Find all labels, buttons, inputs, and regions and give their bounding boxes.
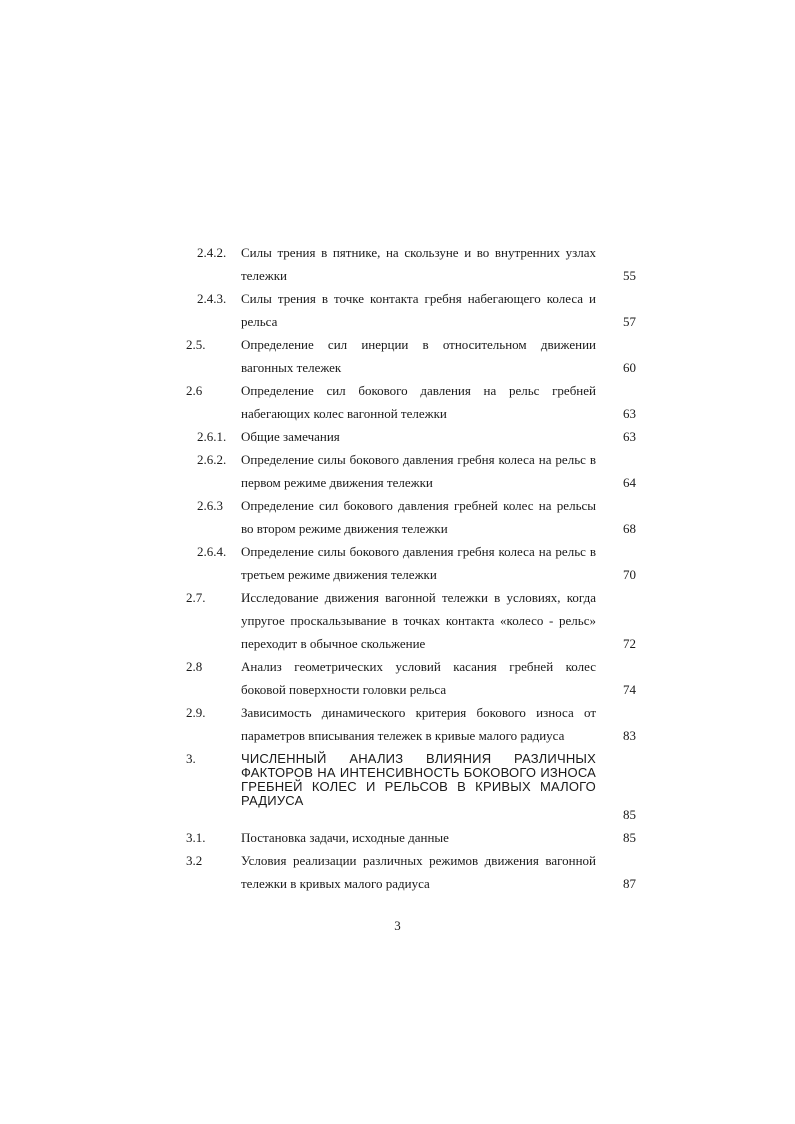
- toc-entry: [186, 425, 638, 448]
- toc-entry-title: Определение сил бокового давления на рельс гребней набегающих колес вагонной тележки: [241, 383, 596, 421]
- toc-entry: [186, 241, 638, 287]
- toc-entry: [186, 586, 638, 655]
- toc-entry-title: Исследование движения вагонной тележки в условиях, когда упругое проскальзывание в точках контакта «колесо - рельс» переходит в обычное скольжение: [241, 590, 596, 651]
- toc-entry: [186, 849, 638, 895]
- toc-entry-title: Силы трения в точке контакта гребня набегающего колеса и рельса: [241, 291, 596, 329]
- toc-entry-chapter: [186, 747, 638, 826]
- toc-entry-page: 64: [623, 475, 636, 490]
- toc-entry-page: 60: [623, 360, 636, 375]
- toc-entry-page: 55: [623, 268, 636, 283]
- page-number: 3: [394, 918, 401, 933]
- toc-entry-page: 63: [623, 406, 636, 421]
- toc-entry-page: 83: [623, 728, 636, 743]
- toc-entry-number: 2.4.2.: [197, 245, 227, 260]
- toc-entry-title: Определение сил бокового давления гребней колес на рельсы во втором режиме движения тележки: [241, 498, 596, 536]
- toc-entry: [186, 655, 638, 701]
- toc-entry-number: 2.7.: [186, 590, 206, 605]
- toc-entry-number: 3.1.: [186, 830, 206, 845]
- toc-entry-title: Условия реализации различных режимов движения вагонной тележки в кривых малого радиуса: [241, 853, 596, 891]
- toc-entry: [186, 494, 638, 540]
- toc-entry: [186, 826, 638, 849]
- toc-entry-number: 3.2: [186, 853, 203, 868]
- toc-entry: [186, 448, 638, 494]
- toc-entry-number: 2.6.1.: [197, 429, 227, 444]
- toc-entry-title: ЧИСЛЕННЫЙ АНАЛИЗ ВЛИЯНИЯ РАЗЛИЧНЫХ ФАКТОРОВ НА ИНТЕНСИВНОСТЬ БОКОВОГО ИЗНОСА ГРЕБНЕЙ КОЛЕС И РЕЛЬСОВ В КРИВЫХ МАЛОГО РАДИУСА: [241, 751, 596, 808]
- toc-entry: [186, 540, 638, 586]
- toc-entry: [186, 287, 638, 333]
- toc-entry-title: Общие замечания: [241, 429, 340, 444]
- toc-entry-number: 2.6.4.: [197, 544, 227, 559]
- toc-entry-page: 72: [623, 636, 636, 651]
- toc-entry-number: 2.6.2.: [197, 452, 227, 467]
- toc-entry-page: 63: [623, 429, 636, 444]
- toc-entry-title: Зависимость динамического критерия бокового износа от параметров вписывания тележек в кривые малого радиуса: [241, 705, 596, 743]
- toc-entry-title: Силы трения в пятнике, на скользуне и во внутренних узлах тележки: [241, 245, 596, 283]
- toc-entry-number: 3.: [186, 751, 196, 766]
- toc-entry-page: 57: [623, 314, 636, 329]
- toc-entry-number: 2.4.3.: [197, 291, 227, 306]
- table-of-contents: [186, 241, 638, 895]
- toc-entry-page: 87: [623, 876, 636, 891]
- toc-entry-page: 85: [623, 830, 636, 845]
- toc-entry-title: Постановка задачи, исходные данные: [241, 830, 449, 845]
- toc-entry: [186, 379, 638, 425]
- toc-entry-title: Определение силы бокового давления гребня колеса на рельс в первом режиме движения тележки: [241, 452, 596, 490]
- toc-entry-number: 2.6.3: [197, 498, 223, 513]
- toc-entry-page: 85: [623, 807, 636, 822]
- toc-entry-page: 68: [623, 521, 636, 536]
- toc-entry-title: Определение силы бокового давления гребня колеса на рельс в третьем режиме движения тележки: [241, 544, 596, 582]
- toc-entry-title: Определение сил инерции в относительном движении вагонных тележек: [241, 337, 596, 375]
- toc-entry-number: 2.8: [186, 659, 203, 674]
- toc-entry: [186, 333, 638, 379]
- toc-entry-page: 70: [623, 567, 636, 582]
- toc-entry-title: Анализ геометрических условий касания гребней колес боковой поверхности головки рельса: [241, 659, 596, 697]
- toc-entry-page: 74: [623, 682, 636, 697]
- toc-entry-number: 2.6: [186, 383, 203, 398]
- toc-entry-number: 2.5.: [186, 337, 206, 352]
- toc-entry-number: 2.9.: [186, 705, 206, 720]
- toc-entry: [186, 701, 638, 747]
